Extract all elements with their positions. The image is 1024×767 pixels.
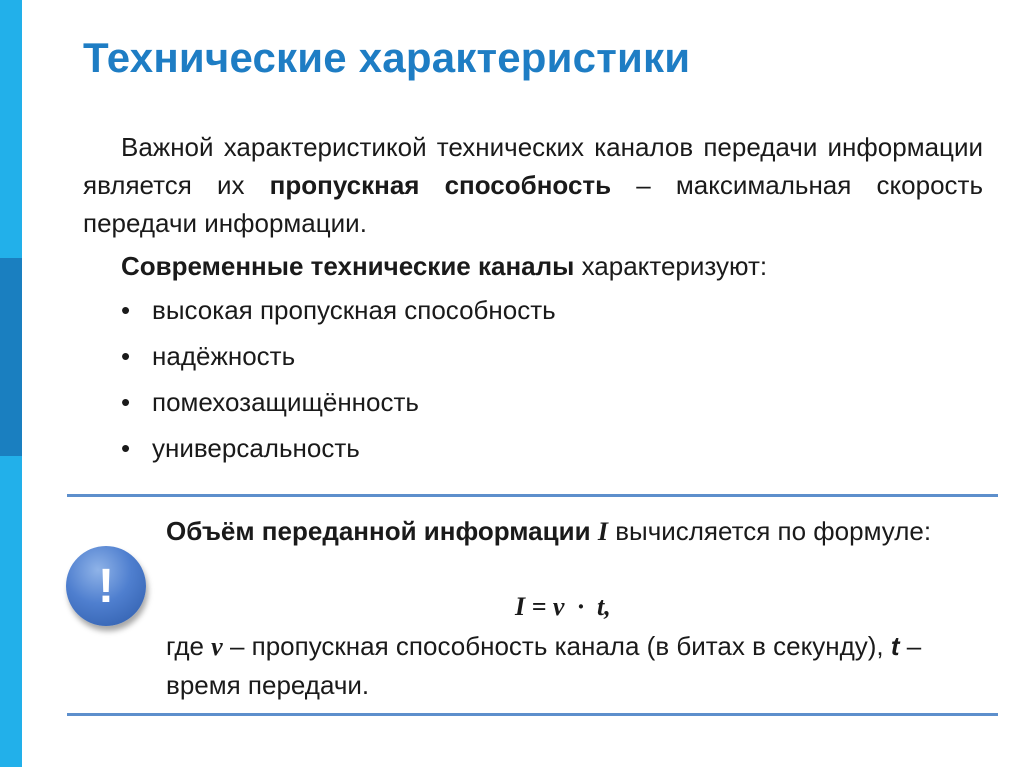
formula-explanation xyxy=(166,627,956,704)
list-item-text: надёжность xyxy=(152,341,296,371)
left-accent-strip-highlight xyxy=(0,258,22,456)
feature-list xyxy=(121,292,556,476)
intro-paragraph xyxy=(83,128,983,242)
list-item xyxy=(121,292,556,338)
bullet-marker: • xyxy=(121,295,131,325)
bullet-marker: • xyxy=(121,341,131,371)
explanation-prefix: где xyxy=(166,631,212,661)
explanation-end: – время передачи. xyxy=(166,631,922,700)
formula-intro xyxy=(166,512,956,551)
list-item-text: универсальность xyxy=(152,433,360,463)
list-item-text: помехозащищённость xyxy=(152,387,419,417)
modern-channels-bold: Современные технические каналы xyxy=(121,251,575,281)
formula: I = v · t, xyxy=(515,592,611,621)
list-item xyxy=(121,338,556,384)
list-item xyxy=(121,384,556,430)
formula-intro-bold: Объём переданной информации xyxy=(166,516,591,546)
variable-v: v xyxy=(211,632,223,661)
divider-top xyxy=(67,494,998,497)
explanation-mid: – пропускная способность канала (в битах в секунду), xyxy=(222,631,891,661)
variable-i: I xyxy=(597,517,608,546)
variable-t: t xyxy=(890,631,900,661)
intro-bold-term: пропускная способность xyxy=(269,170,612,200)
formula-intro-rest: вычисляется по формуле: xyxy=(607,516,932,546)
intro-text-1: Важной характеристикой технических каналов передачи информации является их xyxy=(83,132,983,200)
list-item xyxy=(121,430,556,476)
divider-bottom xyxy=(67,713,998,716)
modern-channels-rest: характеризуют: xyxy=(574,251,768,281)
modern-channels-heading xyxy=(121,248,767,284)
intro-text-2: – максимальная скорость передачи информации. xyxy=(83,170,983,238)
bullet-marker: • xyxy=(121,387,131,417)
bullet-marker: • xyxy=(121,433,131,463)
exclamation-icon: ! xyxy=(66,546,146,626)
slide-title: Технические характеристики xyxy=(83,34,691,81)
list-item-text: высокая пропускная способность xyxy=(152,295,556,325)
